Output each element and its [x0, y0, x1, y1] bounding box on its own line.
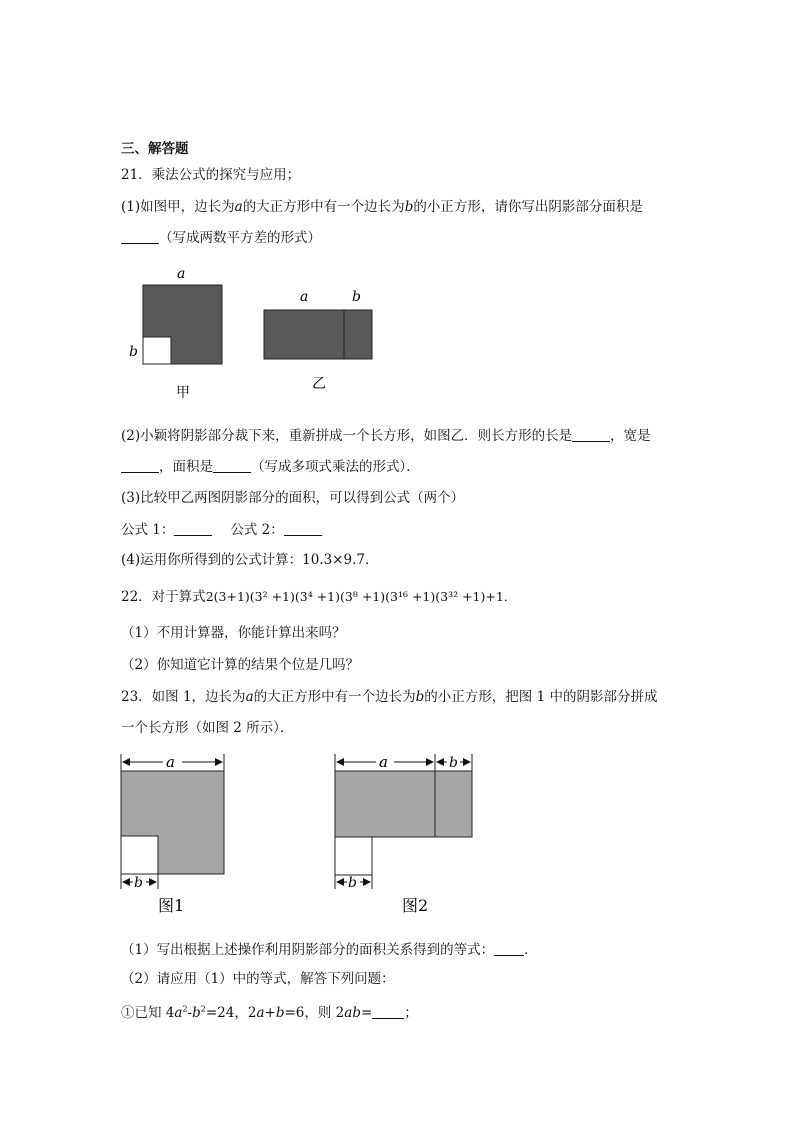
answer-blank[interactable]	[284, 521, 322, 536]
q21-formulas: 公式 1： 公式 2：	[121, 521, 322, 539]
q22-sub2: （2）你知道它计算的结果个位是几吗？	[121, 657, 360, 673]
q21-part3: (3)比较甲乙两图阴影部分的面积，可以得到公式（两个）	[121, 490, 465, 506]
yi-rect-b	[344, 310, 372, 359]
q22-stem: 22．对于算式2(3+1)(3² +1)(3⁴ +1)(3⁸ +1)(3¹⁶ +1)(3³² +1)+1．	[121, 589, 517, 605]
answer-blank[interactable]	[174, 521, 212, 536]
q23-sub2: （2）请应用（1）中的等式，解答下列问题：	[121, 971, 395, 987]
yi-label-b: b	[352, 289, 361, 305]
fig1-label-b: b	[134, 875, 143, 891]
jia-label-a: a	[177, 266, 186, 282]
q22-sub1: （1）不用计算器，你能计算出来吗？	[121, 625, 346, 641]
answer-blank[interactable]	[572, 427, 610, 442]
jia-label-b: b	[129, 344, 138, 360]
q23-stem-line2: 一个长方形（如图 2 所示）．	[121, 720, 294, 736]
q21-part2-line2: ，面积是 （写成多项式乘法的形式）．	[121, 458, 420, 476]
q23-sub1: （1）写出根据上述操作利用阴影部分的面积关系得到的等式： ．	[121, 942, 538, 958]
fig2-caption: 图2	[402, 896, 429, 915]
q21-part4: (4)运用你所得到的公式计算：10.3×9.7．	[121, 552, 379, 568]
answer-blank[interactable]	[121, 458, 159, 473]
q23-stem: 23．如图 1，边长为a的大正方形中有一个边长为b的小正方形，把图 1 中的阴影部分拼成	[121, 689, 658, 705]
yi-rect-a	[264, 310, 344, 359]
fig1-caption: 图1	[158, 896, 185, 915]
answer-blank[interactable]	[121, 229, 159, 244]
answer-blank[interactable]	[494, 941, 524, 956]
fig2-rect-b	[435, 771, 472, 837]
fig1-label-a: a	[166, 753, 175, 771]
fig2-rect-a	[335, 771, 435, 837]
jia-big-square	[143, 285, 222, 364]
q21-stem: 21．乘法公式的探究与应用；	[121, 167, 301, 183]
q21-part2: (2)小颖将阴影部分裁下来，重新拼成一个长方形，如图乙．则长方形的长是 ，宽是	[121, 428, 651, 444]
fig2-label-b-bottom: b	[348, 875, 357, 891]
fig2-small-square	[335, 837, 372, 875]
fig1-small-square	[121, 836, 158, 874]
fig2-label-a: a	[379, 753, 388, 771]
jia-caption: 甲	[176, 385, 190, 401]
yi-label-a: a	[300, 289, 309, 305]
jia-small-square	[143, 337, 171, 364]
fig2-label-b-top: b	[449, 755, 458, 771]
yi-caption: 乙	[312, 376, 326, 392]
fig1-big-square	[121, 771, 224, 874]
q23-sub2-item1: ①已知 $4a^2-b^2=24$，2a+b=6，则 2ab= ；	[121, 1004, 418, 1021]
section-title: 三、解答题	[121, 141, 189, 157]
answer-blank[interactable]	[372, 1004, 404, 1019]
q21-part1-answer-line: （写成两数平方差的形式）	[121, 229, 321, 247]
answer-blank[interactable]	[213, 458, 251, 473]
q21-part1: (1)如图甲，边长为a的大正方形中有一个边长为b的小正方形，请你写出阴影部分面积是	[121, 199, 643, 215]
